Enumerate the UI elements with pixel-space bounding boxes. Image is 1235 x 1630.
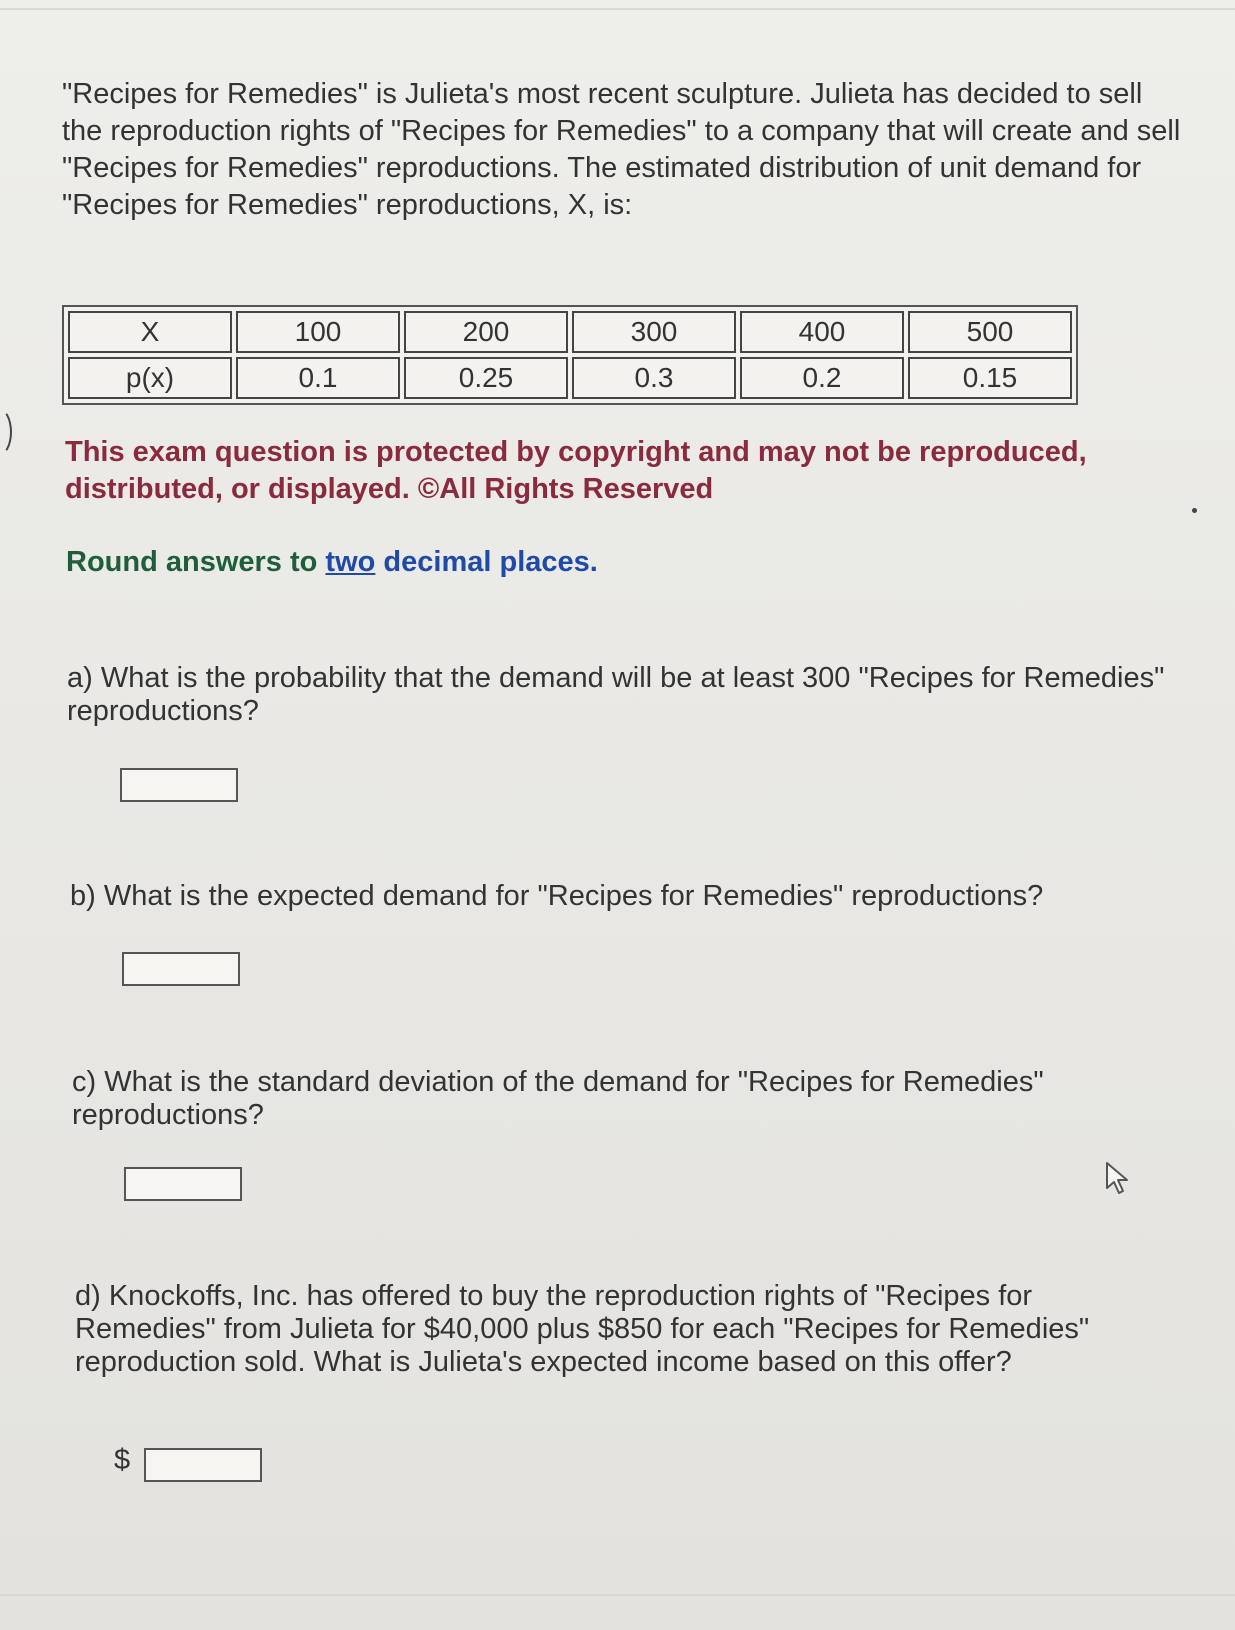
table-cell: 0.3 <box>572 357 736 399</box>
page-top-edge <box>0 8 1235 10</box>
table-cell: 0.1 <box>236 357 400 399</box>
table-row <box>68 357 1072 399</box>
question-a: a) What is the probability that the demand will be at least 300 "Recipes for Remedies" reproductions? <box>67 662 1165 727</box>
question-b: b) What is the expected demand for "Recipes for Remedies" reproductions? <box>70 880 1044 912</box>
dollar-sign: $ <box>114 1444 131 1476</box>
rounding-prefix: Round answers to <box>66 546 326 578</box>
table-row <box>68 311 1072 353</box>
answer-d-input[interactable] <box>144 1448 262 1482</box>
left-edge-mark <box>0 408 12 456</box>
table-cell: 0.25 <box>404 357 568 399</box>
table-cell: 400 <box>740 311 904 353</box>
table-cell: 200 <box>404 311 568 353</box>
distribution-table <box>62 305 1078 405</box>
table-cell: 100 <box>236 311 400 353</box>
problem-intro: "Recipes for Remedies" is Julieta's most recent sculpture. Julieta has decided to sell the reproduction rights of "Recipes for Remedies" to a company that will create and sell "Recipes for Remedies" reproductions. The estimated distribution of unit demand for "Recipes for Remedies" reproductions, X, is: <box>62 78 1181 221</box>
answer-a-input[interactable] <box>120 768 238 802</box>
table-cell: 0.2 <box>740 357 904 399</box>
rounding-suffix: decimal places. <box>375 546 598 578</box>
answer-c-input[interactable] <box>124 1167 242 1201</box>
table-cell: 0.15 <box>908 357 1072 399</box>
page-bottom-edge <box>0 1594 1235 1596</box>
question-c: c) What is the standard deviation of the demand for "Recipes for Remedies" reproductions? <box>72 1066 1044 1131</box>
table-cell: p(x) <box>68 357 232 399</box>
two-link[interactable]: two <box>325 546 376 578</box>
table-cell: 300 <box>572 311 736 353</box>
table-cell: X <box>68 311 232 353</box>
copyright-notice: This exam question is protected by copyright and may not be reproduced, distributed, or displayed. ©All Rights Reserved <box>65 436 1087 505</box>
question-d: d) Knockoffs, Inc. has offered to buy the reproduction rights of "Recipes for Remedies" from Julieta for $40,000 plus $850 for each "Recipes for Remedies" reproduction sold. What is Julieta's expected income based on this offer? <box>75 1280 1090 1378</box>
table-cell: 500 <box>908 311 1072 353</box>
answer-b-input[interactable] <box>122 952 240 986</box>
rounding-instruction <box>66 546 598 579</box>
stray-dot <box>1192 508 1197 513</box>
mouse-pointer-icon <box>1104 1160 1134 1196</box>
